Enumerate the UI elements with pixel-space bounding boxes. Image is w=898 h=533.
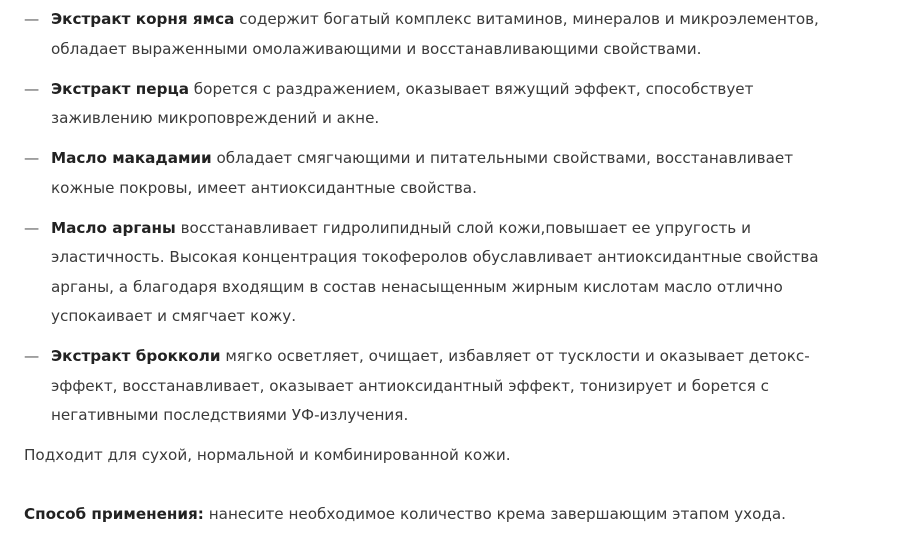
ingredient-description: мягко осветляет, очищает, избавляет от тусклости и оказывает детокс-эффект, восстанавливает, оказывает антиоксидантный эффект, тонизирует и борется с негативными последствиями УФ-излучения. [51, 347, 810, 424]
list-item [24, 342, 841, 431]
ingredient-description: содержит богатый комплекс витаминов, минералов и микроэлементов, обладает выраженными омолаживающими и восстанавливающими свойствами. [51, 10, 819, 58]
usage-label: Способ применения: [24, 504, 204, 523]
list-item [24, 214, 841, 332]
ingredient-name: Масло макадамии [51, 149, 212, 167]
list-dash: — [24, 347, 40, 365]
list-dash: — [24, 79, 40, 98]
list-item [24, 75, 841, 134]
ingredients-list [24, 5, 898, 431]
ingredient-description: борется с раздражением, оказывает вяжущий эффект, способствует заживлению микроповреждений и акне. [51, 79, 754, 127]
list-item [24, 144, 841, 203]
ingredient-name: Экстракт корня ямса [51, 10, 235, 28]
list-dash: — [24, 10, 40, 28]
list-dash: — [24, 218, 40, 237]
list-item [24, 5, 841, 64]
ingredient-name: Масло арганы [51, 218, 176, 237]
skin-type-text: Подходит для сухой, нормальной и комбинированной кожи. [24, 446, 511, 464]
usage-text: нанесите необходимое количество крема завершающим этапом ухода. [203, 504, 787, 523]
ingredient-description: восстанавливает гидролипидный слой кожи,повышает ее упругость и эластичность. Высокая концентрация токоферолов обуславливает антиоксидантные свойства арганы, а благодаря входящим в состав ненасыщенным жирным кислотам масло отлично успокаивает и смягчает кожу. [51, 218, 819, 325]
ingredient-description: обладает смягчающими и питательными свойствами, восстанавливает кожные покровы, имеет антиоксидантные свойства. [51, 149, 794, 197]
usage-paragraph [24, 500, 898, 530]
ingredient-name: Экстракт брокколи [51, 347, 221, 365]
list-dash: — [24, 149, 40, 167]
ingredient-name: Экстракт перца [51, 79, 189, 98]
